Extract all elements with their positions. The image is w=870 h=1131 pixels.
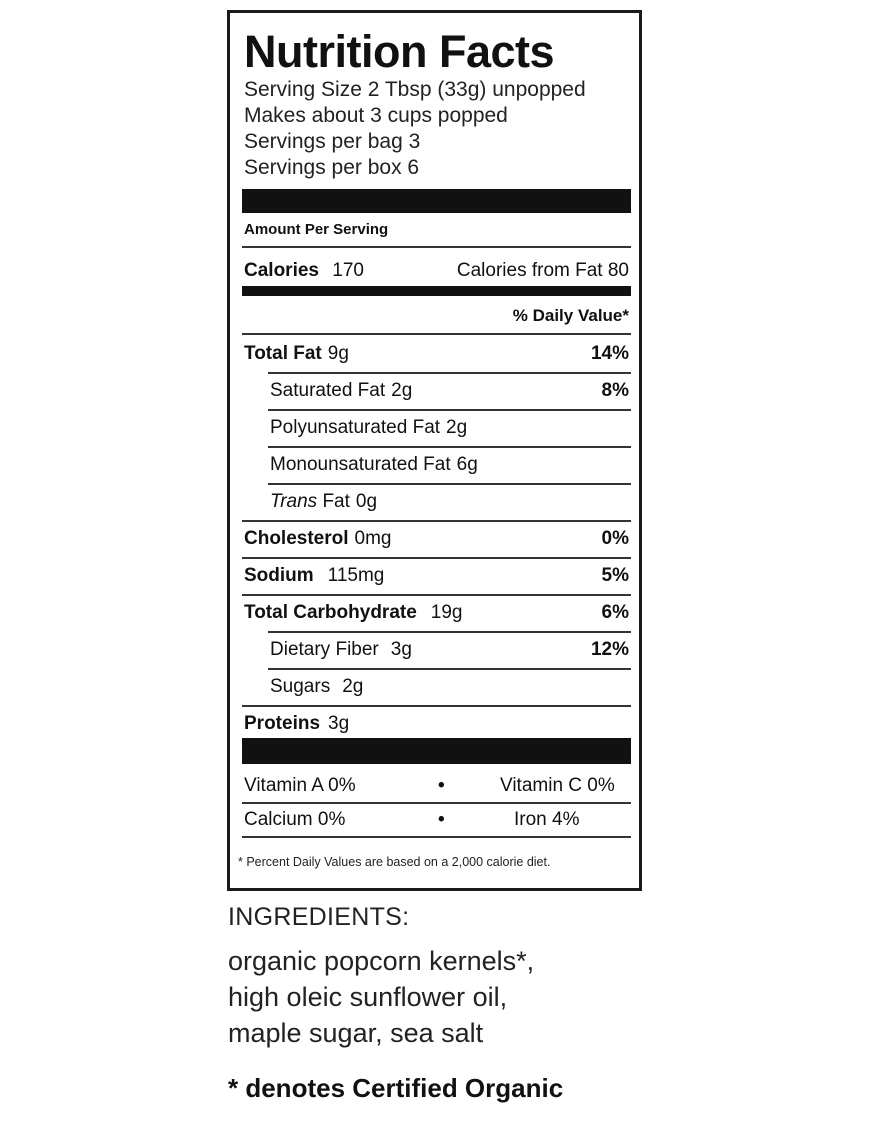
nutrient-row-sugars [270, 669, 629, 705]
calories-label: Calories [244, 260, 319, 281]
nutrient-row-polyunsaturated-fat [270, 410, 629, 446]
nutrient-row-trans-fat [270, 484, 629, 520]
nutrition-facts-panel [227, 10, 642, 891]
nutrient-name: Proteins [244, 713, 321, 734]
nutrient-amount: 3g [328, 713, 350, 734]
nutrient-amount: 6g [456, 454, 478, 475]
divider [242, 836, 631, 838]
nutrient-row-cholesterol [244, 521, 629, 557]
nutrient-percent: 12% [590, 639, 629, 660]
nutrient-name: Dietary Fiber [270, 639, 379, 660]
nutrient-row-monounsaturated-fat [270, 447, 629, 483]
iron: Iron 4% [514, 809, 580, 830]
vitamin-row [244, 769, 629, 803]
thick-divider [242, 189, 631, 213]
nutrient-percent: 14% [590, 343, 629, 364]
calories-row [244, 255, 629, 287]
nutrient-percent: 8% [601, 380, 629, 401]
nutrient-row-proteins [244, 706, 629, 742]
nutrient-name: Monounsaturated Fat [270, 454, 451, 475]
organic-note: * denotes Certified Organic [228, 1073, 564, 1103]
servings-per-bag: Servings per bag 3 [244, 130, 421, 153]
ingredient-line: maple sugar, sea salt [228, 1018, 484, 1048]
nutrient-name: Saturated Fat [270, 380, 386, 401]
nutrient-row-dietary-fiber [270, 632, 629, 668]
nutrient-amount: 0mg [354, 528, 392, 549]
nutrient-row-saturated-fat [270, 373, 629, 409]
nutrient-name: Polyunsaturated Fat [270, 417, 441, 438]
nutrient-percent: 5% [601, 565, 629, 586]
nutrient-name: Trans [270, 491, 318, 512]
nutrient-amount: 0g [355, 491, 378, 512]
amount-per-serving: Amount Per Serving [244, 221, 389, 238]
divider [242, 246, 631, 248]
thick-divider [242, 286, 631, 296]
daily-value-header: % Daily Value* [512, 306, 629, 325]
nutrient-name: Sodium [244, 565, 314, 586]
calories-from-fat: Calories from Fat 80 [456, 260, 629, 281]
ingredient-line: organic popcorn kernels*, [228, 946, 535, 976]
nutrient-name: Total Fat [244, 343, 322, 364]
ingredient-line: high oleic sunflower oil, [228, 982, 508, 1012]
nutrient-amount: 115mg [327, 565, 385, 586]
divider [242, 333, 631, 335]
thick-divider [242, 738, 631, 764]
mineral-row [244, 803, 629, 837]
bullet-separator: • [438, 775, 445, 796]
daily-value-footnote: * Percent Daily Values are based on a 2,000 calorie diet. [238, 855, 551, 869]
vitamin-a: Vitamin A 0% [244, 775, 356, 796]
ingredients-heading: INGREDIENTS: [228, 903, 410, 931]
calories-value: 170 [332, 260, 364, 281]
nutrient-amount: 19g [430, 602, 463, 623]
nutrient-amount: 9g [327, 343, 349, 364]
nutrient-amount: 2g [391, 380, 413, 401]
serving-size: Serving Size 2 Tbsp (33g) unpopped [244, 78, 586, 101]
nutrient-name-suffix: Fat [317, 491, 350, 512]
makes-about: Makes about 3 cups popped [244, 104, 508, 127]
nutrient-name: Cholesterol [244, 528, 349, 549]
vitamin-c: Vitamin C 0% [500, 775, 615, 796]
nutrient-percent: 6% [601, 602, 629, 623]
nutrient-name: Sugars [270, 676, 331, 697]
nutrient-row-total-fat [244, 336, 629, 372]
nutrient-amount: 2g [342, 676, 364, 697]
panel-title: Nutrition Facts [244, 26, 555, 77]
nutrient-percent: 0% [601, 528, 629, 549]
nutrient-name: Total Carbohydrate [244, 602, 417, 623]
bullet-separator: • [438, 809, 445, 830]
calcium: Calcium 0% [244, 809, 346, 830]
nutrient-row-sodium [244, 558, 629, 594]
nutrient-amount: 3g [390, 639, 412, 660]
nutrient-amount: 2g [446, 417, 468, 438]
nutrient-row-total-carbohydrate [244, 595, 629, 631]
servings-per-box: Servings per box 6 [244, 156, 420, 179]
